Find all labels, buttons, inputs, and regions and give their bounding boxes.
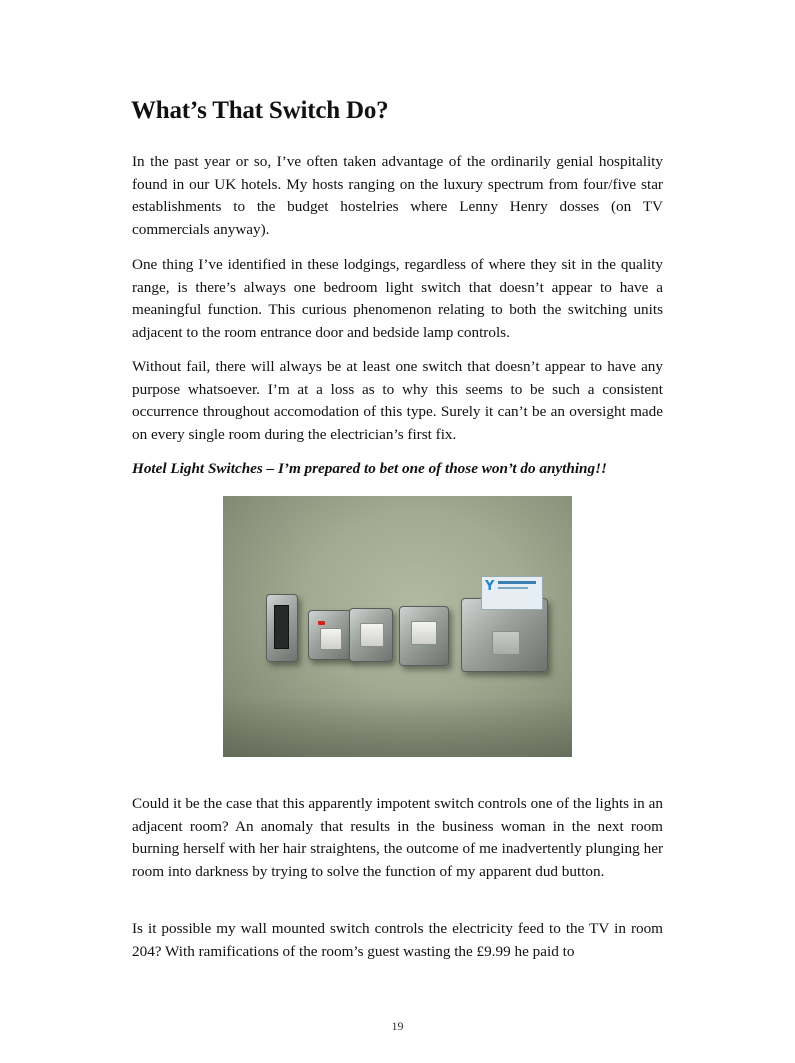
body-paragraph-5: Is it possible my wall mounted switch controls the electricity feed to the TV in room 204? With ramifications of the room’s guest wasting the £9.99 he paid to bbox=[132, 920, 663, 960]
indicator-light bbox=[318, 621, 325, 625]
figure-caption: Hotel Light Switches – I’m prepared to bet one of those won’t do anything!! bbox=[132, 460, 607, 477]
card-slot bbox=[492, 631, 520, 655]
switch-3 bbox=[399, 606, 449, 666]
switch-2-rocker bbox=[360, 623, 384, 647]
dimmer-switch bbox=[266, 594, 298, 662]
body-paragraph-1: In the past year or so, I’ve often taken advantage of the ordinarily genial hospitality found in our UK hotels. My hosts ranging on the luxury spectrum from four/five star establishments to the budget hostelries where Lenny Henry dosses (on TV commercials anyway). bbox=[132, 153, 663, 238]
dimmer-slot bbox=[274, 605, 289, 649]
page-title: What’s That Switch Do? bbox=[131, 97, 389, 124]
switch-2 bbox=[349, 608, 393, 662]
hotel-key-card bbox=[481, 576, 543, 610]
light-switches-photo bbox=[223, 496, 572, 757]
switch-1-rocker bbox=[320, 628, 342, 650]
page-number: 19 bbox=[391, 1019, 404, 1033]
switch-3-rocker bbox=[411, 621, 437, 645]
key-card-text-line bbox=[498, 581, 536, 584]
body-paragraph-4: Could it be the case that this apparently impotent switch controls one of the lights in an adjacent room? An anomaly that results in the business woman in the next room burning herself with her hair straightens, the outcome of me inadvertently plunging her room into darkness by trying to solve the function of my apparent dud button. bbox=[132, 795, 663, 880]
photo-shadow bbox=[223, 697, 572, 757]
key-card-logo: Y bbox=[485, 579, 495, 594]
body-paragraph-2: One thing I’ve identified in these lodgings, regardless of where they sit in the quality range, is there’s always one bedroom light switch that doesn’t appear to have a meaningful function. This curious phenomenon relating to both the switching units adjacent to the room entrance door and bedside lamp controls. bbox=[132, 256, 663, 341]
body-paragraph-3: Without fail, there will always be at least one switch that doesn’t appear to have any purpose whatsoever. I’m at a loss as to why this seems to be such a consistent occurrence throughout accomodation of this type. Surely it can’t be an oversight made on every single room during the electrician’s first fix. bbox=[132, 358, 663, 443]
switch-1 bbox=[308, 610, 354, 660]
key-card-text-line bbox=[498, 587, 528, 589]
